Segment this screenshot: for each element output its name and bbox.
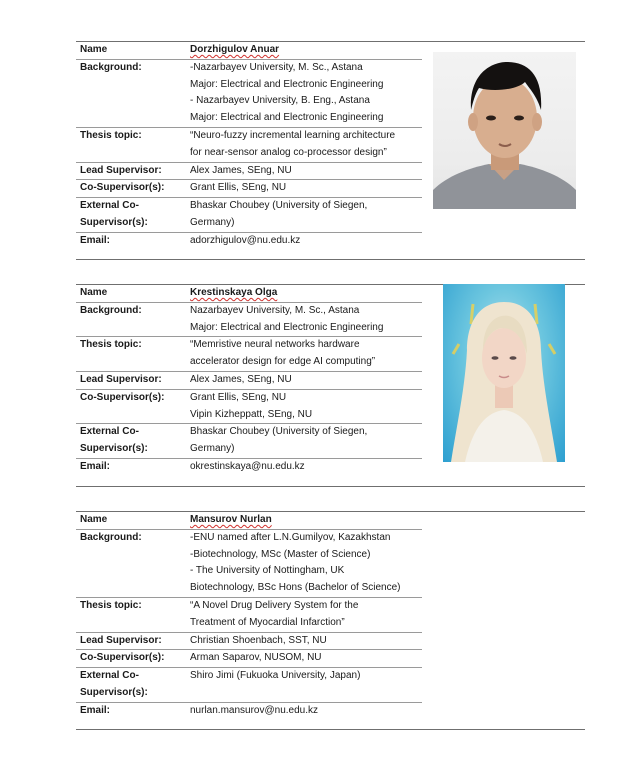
name-label: Name bbox=[76, 285, 186, 302]
background-line: -Nazarbayev University, M. Sc., Astana bbox=[190, 61, 363, 73]
co-supervisor: Grant Ellis, SEng, NU bbox=[190, 182, 287, 194]
email-label: Email: bbox=[80, 704, 111, 716]
background-line: - The University of Nottingham, UK bbox=[190, 565, 345, 577]
co-supervisor-label: Co-Supervisor(s): bbox=[76, 180, 186, 198]
row-co-supervisor bbox=[76, 180, 422, 198]
name-label: Name bbox=[76, 42, 186, 59]
email-label: Email: bbox=[80, 460, 111, 472]
email: nurlan.mansurov@nu.edu.kz bbox=[190, 704, 318, 716]
external-supervisor: Germany) bbox=[190, 443, 235, 455]
background-label: Background: bbox=[76, 302, 186, 337]
thesis-line: “A Novel Drug Delivery System for the bbox=[190, 599, 359, 611]
row-email bbox=[76, 232, 422, 249]
lead-supervisor-label: Lead Supervisor: bbox=[76, 162, 186, 180]
row-external-supervisor bbox=[76, 198, 422, 233]
co-supervisor-label: Co-Supervisor(s): bbox=[76, 389, 186, 424]
thesis-label: Thesis topic: bbox=[76, 337, 186, 372]
entry-bottom-rule bbox=[76, 486, 585, 487]
external-supervisor-label: External Co- bbox=[80, 670, 139, 682]
portrait-photo bbox=[433, 52, 576, 209]
row-name bbox=[76, 512, 422, 529]
row-thesis bbox=[76, 337, 422, 372]
thesis-line: “Neuro-fuzzy incremental learning architecture bbox=[190, 129, 396, 141]
email: okrestinskaya@nu.edu.kz bbox=[190, 460, 305, 472]
student-info-table bbox=[76, 42, 422, 250]
row-name bbox=[76, 42, 422, 59]
student-info-table bbox=[76, 285, 422, 476]
external-supervisor-label: Supervisor(s): bbox=[80, 686, 148, 698]
external-supervisor-label: External Co- bbox=[80, 200, 139, 212]
row-co-supervisor bbox=[76, 650, 422, 668]
background-line: - Nazarbayev University, B. Eng., Astana bbox=[190, 95, 370, 107]
row-background bbox=[76, 302, 422, 337]
row-thesis bbox=[76, 597, 422, 632]
row-co-supervisor bbox=[76, 389, 422, 424]
background-line: -Biotechnology, MSc (Master of Science) bbox=[190, 548, 371, 560]
thesis-label: Thesis topic: bbox=[76, 597, 186, 632]
email: adorzhigulov@nu.edu.kz bbox=[190, 234, 301, 246]
entry-bottom-rule bbox=[76, 729, 585, 730]
row-thesis bbox=[76, 127, 422, 162]
background-line: -ENU named after L.N.Gumilyov, Kazakhstan bbox=[190, 531, 391, 543]
external-supervisor-label: External Co- bbox=[80, 426, 139, 438]
portrait-photo-icon bbox=[443, 284, 565, 462]
student-info-table bbox=[76, 512, 422, 720]
external-supervisor: Germany) bbox=[190, 216, 235, 228]
row-lead-supervisor bbox=[76, 162, 422, 180]
external-supervisor-label: Supervisor(s): bbox=[80, 216, 148, 228]
row-background bbox=[76, 529, 422, 597]
row-name bbox=[76, 285, 422, 302]
row-email bbox=[76, 458, 422, 475]
row-lead-supervisor bbox=[76, 371, 422, 389]
thesis-line: Treatment of Myocardial Infarction” bbox=[190, 616, 345, 628]
thesis-label: Thesis topic: bbox=[76, 127, 186, 162]
student-name: Dorzhigulov Anuar bbox=[190, 44, 280, 55]
row-external-supervisor bbox=[76, 668, 422, 703]
row-email bbox=[76, 702, 422, 719]
portrait-photo bbox=[443, 284, 565, 462]
background-label: Background: bbox=[76, 529, 186, 597]
external-supervisor-label: Supervisor(s): bbox=[80, 443, 148, 455]
background-line: Major: Electrical and Electronic Engineering bbox=[190, 321, 384, 333]
lead-supervisor-label: Lead Supervisor: bbox=[76, 371, 186, 389]
lead-supervisor: Christian Shoenbach, SST, NU bbox=[186, 632, 422, 650]
lead-supervisor-label: Lead Supervisor: bbox=[76, 632, 186, 650]
external-supervisor: Bhaskar Choubey (University of Siegen, bbox=[190, 426, 368, 438]
co-supervisor: Vipin Kizheppatt, SEng, NU bbox=[190, 408, 313, 420]
entry-bottom-rule bbox=[76, 259, 585, 260]
thesis-line: “Memristive neural networks hardware bbox=[190, 339, 360, 351]
background-line: Major: Electrical and Electronic Engineering bbox=[190, 112, 384, 124]
background-line: Major: Electrical and Electronic Engineering bbox=[190, 78, 384, 90]
student-name: Mansurov Nurlan bbox=[190, 514, 272, 525]
background-line: Biotechnology, BSc Hons (Bachelor of Science) bbox=[190, 582, 401, 594]
name-label: Name bbox=[76, 512, 186, 529]
student-name: Krestinskaya Olga bbox=[190, 287, 278, 298]
co-supervisor: Grant Ellis, SEng, NU bbox=[190, 391, 287, 403]
external-supervisor: Bhaskar Choubey (University of Siegen, bbox=[190, 200, 368, 212]
thesis-line: accelerator design for edge AI computing” bbox=[190, 356, 376, 368]
background-label: Background: bbox=[76, 59, 186, 127]
thesis-line: for near-sensor analog co-processor design” bbox=[190, 146, 387, 158]
row-lead-supervisor bbox=[76, 632, 422, 650]
row-external-supervisor bbox=[76, 424, 422, 459]
lead-supervisor: Alex James, SEng, NU bbox=[186, 162, 422, 180]
co-supervisor: Arman Saparov, NUSOM, NU bbox=[190, 652, 322, 664]
portrait-photo-icon bbox=[433, 52, 576, 209]
external-supervisor: Shiro Jimi (Fukuoka University, Japan) bbox=[190, 670, 361, 682]
email-label: Email: bbox=[80, 234, 111, 246]
row-background bbox=[76, 59, 422, 127]
background-line: Nazarbayev University, M. Sc., Astana bbox=[190, 304, 360, 316]
co-supervisor-label: Co-Supervisor(s): bbox=[76, 650, 186, 668]
lead-supervisor: Alex James, SEng, NU bbox=[186, 371, 422, 389]
